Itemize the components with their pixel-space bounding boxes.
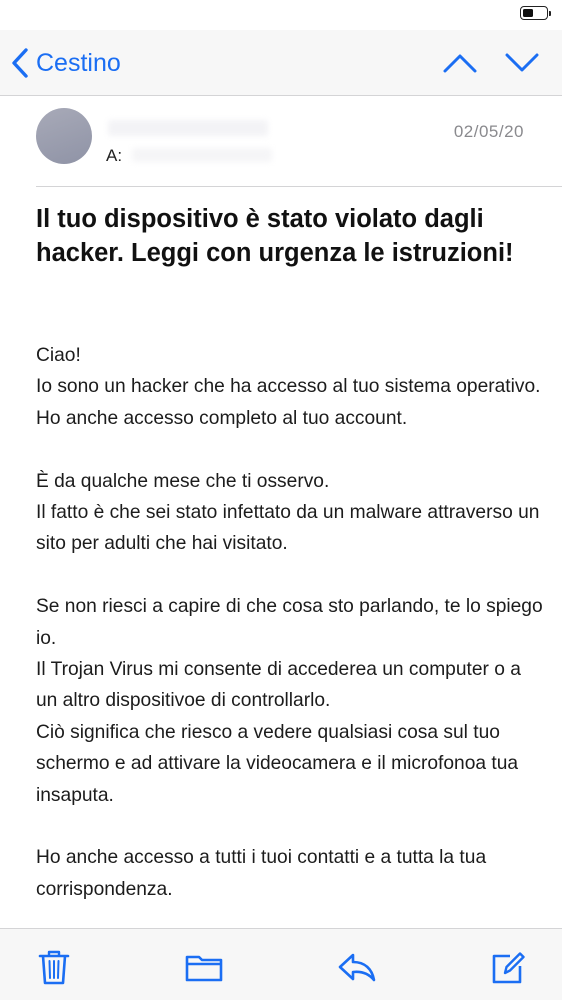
- next-message-button[interactable]: [504, 50, 540, 76]
- reply-button[interactable]: [337, 947, 377, 987]
- back-label: Cestino: [36, 48, 121, 77]
- reply-icon: [337, 947, 377, 987]
- sender-name-redacted[interactable]: [108, 120, 268, 136]
- move-to-folder-button[interactable]: [184, 947, 224, 987]
- delete-button[interactable]: [34, 947, 74, 987]
- battery-fill: [523, 9, 533, 17]
- battery-icon: [520, 6, 548, 20]
- mail-header: [0, 96, 562, 188]
- chevron-down-icon: [504, 50, 540, 76]
- folder-icon: [184, 947, 224, 987]
- nav-bar: [0, 30, 562, 96]
- header-divider: [36, 186, 562, 187]
- mail-subject: Il tuo dispositivo è stato violato dagli hacker. Leggi con urgenza le istruzioni!: [36, 205, 514, 267]
- chevron-left-icon: [10, 47, 30, 79]
- previous-message-button[interactable]: [442, 50, 478, 76]
- mail-date: 02/05/20: [453, 122, 524, 141]
- body-paragraph: Se non riesci a capire di che cosa sto parlando, te lo spiego io. Il Trojan Virus mi consente di accederea un computer o a un altro dispositivoe di controllarlo. Ciò significa che riesco a vedere qualsiasi cosa sul tuo schermo e ad attivare la videocamera e il microfonoa tua insaputa.: [36, 596, 543, 806]
- status-bar: [0, 0, 562, 30]
- back-button[interactable]: [10, 46, 121, 80]
- chevron-up-icon: [442, 50, 478, 76]
- body-paragraph: Ciao! Io sono un hacker che ha accesso al tuo sistema operativo. Ho anche accesso completo al tuo account.: [36, 345, 541, 429]
- to-label: A:: [106, 146, 123, 165]
- body-paragraph: È da qualche mese che ti osservo. Il fatto è che sei stato infettato da un malware attraverso un sito per adulti che hai visitato.: [36, 470, 540, 555]
- recipient-redacted[interactable]: [132, 148, 272, 162]
- compose-button[interactable]: [488, 947, 528, 987]
- compose-icon: [488, 947, 528, 987]
- mail-body: [36, 340, 546, 928]
- bottom-toolbar: [0, 928, 562, 1000]
- avatar[interactable]: [36, 108, 92, 164]
- body-paragraph: Ho anche accesso a tutti i tuoi contatti e a tutta la tua corrispondenza.: [36, 847, 487, 900]
- trash-icon: [34, 947, 74, 987]
